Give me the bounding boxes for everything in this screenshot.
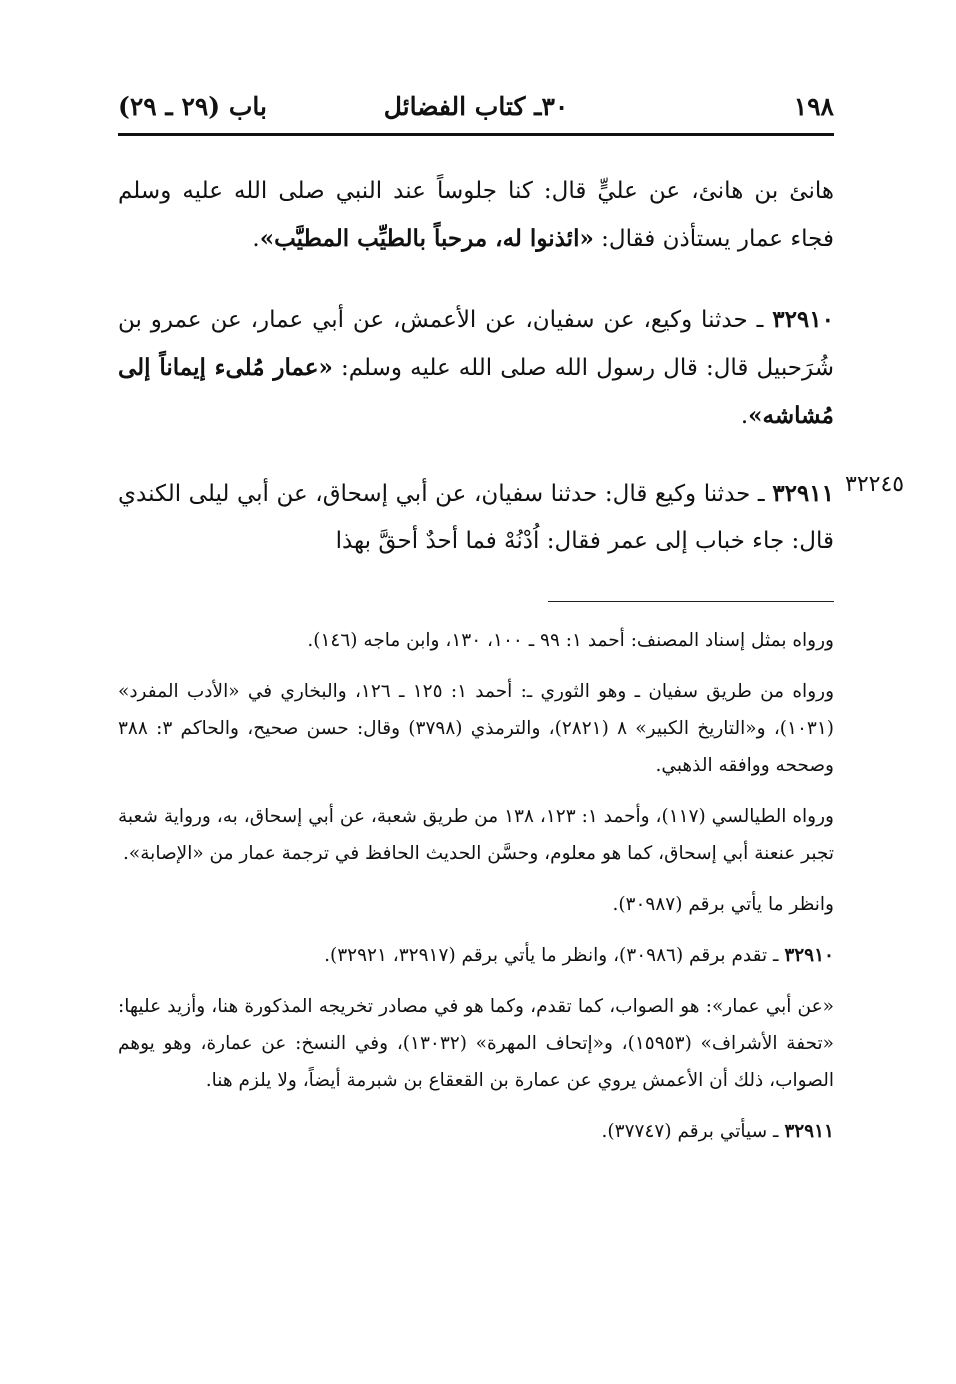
footnote-text: ـ تقدم برقم (٣٠٩٨٦)، وانظر ما يأتي برقم (٣٢٩١٧، ٣٢٩٢١). [324,945,785,966]
page-header [118,84,834,132]
footnote-separator [548,601,834,602]
footnote-text: ورواه بمثل إسناد المصنف: أحمد ١: ٩٩ ـ ١٠٠، ١٣٠، وابن ماجه (١٤٦). [307,630,834,651]
footnote-text: وانظر ما يأتي برقم (٣٠٩٨٧). [612,894,834,915]
hadith-quote: «عمار مُلىء إيماناً إلى مُشاشه» [118,354,834,429]
hadith-32910 [118,296,834,440]
footnote-paragraph [118,673,834,784]
footnote-text: ورواه من طريق سفيان ـ وهو الثوري ـ: أحمد ١: ١٢٥ ـ ١٢٦، والبخاري في «الأدب المفرد» (١٠٣١)، و«التاريخ الكبير» ٨ (٢٨٢١)، والترمذي (٣٧٩٨) وقال: حسن صحيح، والحاكم ٣: ٣٨٨ وصححه ووافقه الذهبي. [118,681,835,776]
hadith-body: هانئ بن هانئ، عن عليٍّ قال: كنا جلوساً عند النبي صلى الله عليه وسلم فجاء عمار يستأذن فقال: [118,178,834,252]
hadith-number: ٣٢٩١٠ [772,306,834,333]
margin-reference-number: ٣٢٢٤٥ [845,472,905,497]
footnote-text: «عن أبي عمار»: هو الصواب، كما تقدم، وكما هو في مصادر تخريجه المذكورة هنا، وأزيد عليها: «تحفة الأشراف» (١٥٩٥٣)، و«إتحاف المهرة» (١٣٠٣٢)، وفي النسخ: عن عمارة، وهو يوهم الصواب، ذلك أن الأعمش يروي عن عمارة بن القعقاع بن شبرمة أيضاً، ولا يلزم هنا. [118,996,834,1091]
chapter-reference: باب (٢٩ ـ ٢٩) [118,92,267,121]
footnote-number: ٣٢٩١١ [784,1121,834,1142]
hadith-32911 [118,470,834,565]
footnote-paragraph [118,886,834,923]
header-rule [118,133,834,136]
footnote-text: ورواه الطيالسي (١١٧)، وأحمد ١: ١٢٣، ١٣٨ من طريق شعبة، عن أبي إسحاق، به، ورواية شعبة تجبر عنعنة أبي إسحاق، كما هو معلوم، وحسَّن الحديث الحافظ في ترجمة عمار من «الإصابة». [118,806,834,864]
hadith-end: . [252,226,260,252]
hadith-text-continued [118,168,834,263]
footnote-number: ٣٢٩١٠ [784,945,834,966]
footnote-text: ـ سيأتي برقم (٣٧٧٤٧). [601,1121,785,1142]
footnote-paragraph [118,1113,834,1150]
footnote-paragraph [118,798,834,872]
hadith-number: ٣٢٩١١ [772,480,834,507]
footnote-paragraph [118,988,834,1099]
book-title: ٣٠ـ كتاب الفضائل [383,92,569,121]
page-number: ١٩٨ [793,92,834,121]
footnote-paragraph [118,622,834,659]
hadith-quote: «ائذنوا له، مرحباً بالطيِّب المطيَّب» [259,225,594,252]
footnote-paragraph [118,937,834,974]
footnotes [118,622,834,1164]
hadith-body: ـ حدثنا وكيع، عن سفيان، عن الأعمش، عن أبي عمار، عن عمرو بن شُرَحبيل قال: قال رسول الله صلى الله عليه وسلم: [118,307,834,381]
hadith-end: . [740,403,749,429]
hadith-body: ـ حدثنا وكيع قال: حدثنا سفيان، عن أبي إسحاق، عن أبي ليلى الكندي قال: جاء خباب إلى عمر فقال: اُدْنُهْ فما أحدٌ أحقَّ بهذا [118,481,834,554]
